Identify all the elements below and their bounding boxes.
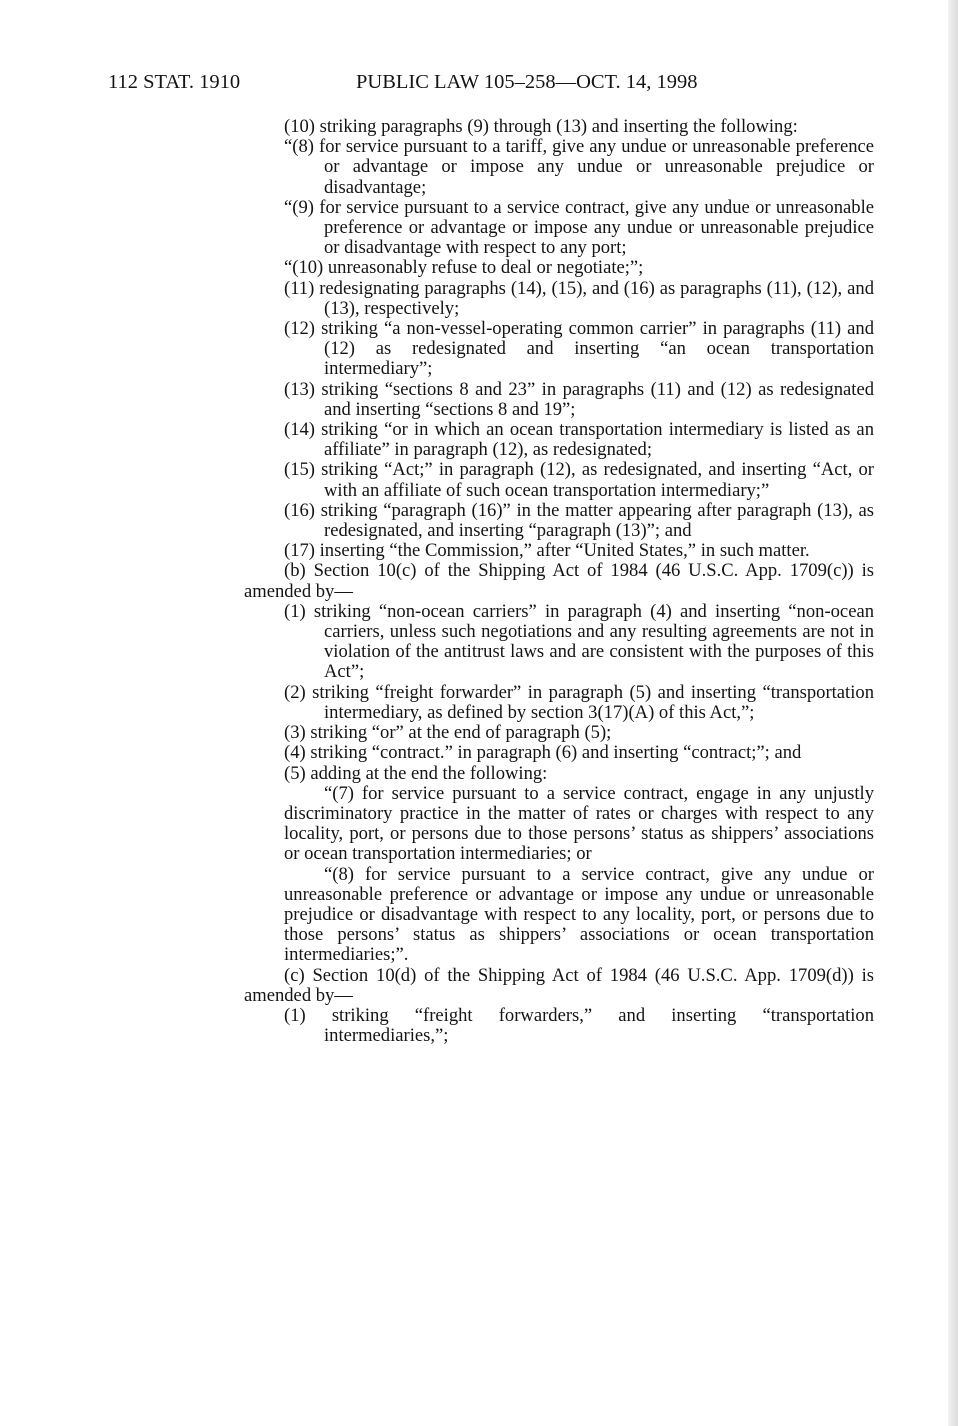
document-body bbox=[244, 117, 874, 1046]
paragraph: (5) adding at the end the following: bbox=[284, 762, 548, 784]
paragraph: (17) inserting “the Commission,” after “United States,” in such matter. bbox=[284, 540, 810, 562]
paragraph: “(10) unreasonably refuse to deal or negotiate;”; bbox=[284, 257, 644, 279]
paragraph: (2) striking “freight forwarder” in paragraph (5) and inserting “transportation intermediary, as defined by section 3(17)(A) of this Act,”; bbox=[284, 681, 874, 723]
paragraph: (1) striking “non-ocean carriers” in paragraph (4) and inserting “non-ocean carriers, unless such negotiations and any resulting agreements are not in violation of the antitrust laws and are consistent with the purposes of this Act”; bbox=[284, 600, 874, 683]
public-law-citation: PUBLIC LAW 105–258—OCT. 14, 1998 bbox=[356, 71, 698, 93]
paragraph: (3) striking “or” at the end of paragraph (5); bbox=[284, 722, 612, 744]
paragraph: (10) striking paragraphs (9) through (13) and inserting the following: bbox=[284, 116, 798, 137]
page-header bbox=[108, 66, 808, 98]
quoted-paragraph: “(8) for service pursuant to a service contract, give any undue or unreasonable preference or advantage or impose any undue or unreasonable prejudice or disadvantage with respect to any locality, port, or persons due to those persons’ status as shippers’ associations or ocean transportation intermediaries;”. bbox=[284, 863, 874, 966]
statute-page-number: 112 STAT. 1910 bbox=[108, 71, 241, 93]
paragraph: (14) striking “or in which an ocean transportation intermediary is listed as an affiliate” in paragraph (12), as redesignated; bbox=[284, 419, 874, 461]
paragraph: (11) redesignating paragraphs (14), (15), and (16) as paragraphs (11), (12), and (13), respectively; bbox=[284, 277, 874, 319]
paragraph: (16) striking “paragraph (16)” in the matter appearing after paragraph (13), as redesignated, and inserting “paragraph (13)”; and bbox=[284, 499, 874, 542]
paragraph: “(9) for service pursuant to a service contract, give any undue or unreasonable preference or advantage or impose any undue or unreasonable prejudice or disadvantage with respect to any port; bbox=[284, 196, 874, 259]
page-edge-shadow bbox=[948, 0, 958, 1426]
paragraph: (4) striking “contract.” in paragraph (6) and inserting “contract;”; and bbox=[284, 742, 802, 764]
paragraph: (13) striking “sections 8 and 23” in paragraphs (11) and (12) as redesignated and inserting “sections 8 and 19”; bbox=[284, 378, 874, 420]
quoted-paragraph: “(7) for service pursuant to a service contract, engage in any unjustly discriminatory practice in the matter of rates or charges with respect to any locality, port, or persons due to those persons’ status as shippers’ associations or ocean transportation intermediaries; or bbox=[284, 782, 874, 865]
paragraph: (12) striking “a non-vessel-operating common carrier” in paragraphs (11) and (12) as redesignated and inserting “an ocean transportation intermediary”; bbox=[284, 318, 874, 380]
paragraph: (1) striking “freight forwarders,” and inserting “transportation intermediaries,”; bbox=[284, 1004, 874, 1047]
paragraph: “(8) for service pursuant to a tariff, give any undue or unreasonable preference or advantage or impose any undue or unreasonable prejudice or disadvantage; bbox=[284, 136, 874, 198]
paragraph: (15) striking “Act;” in paragraph (12), as redesignated, and inserting “Act, or with an affiliate of such ocean transportation intermediary;” bbox=[284, 459, 874, 501]
section-paragraph: (c) Section 10(d) of the Shipping Act of 1984 (46 U.S.C. App. 1709(d)) is amended by— bbox=[244, 964, 874, 1006]
section-paragraph: (b) Section 10(c) of the Shipping Act of 1984 (46 U.S.C. App. 1709(c)) is amended by— bbox=[244, 560, 874, 602]
